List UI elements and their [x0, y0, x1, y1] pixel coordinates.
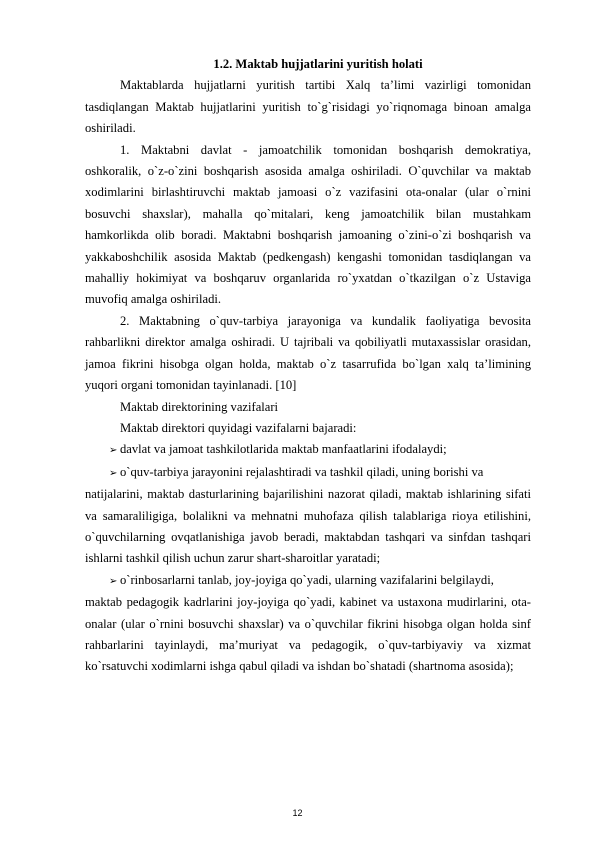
list-item	[85, 570, 531, 678]
list-item-text: o`rinbosarlarni tanlab, joy-joyiga qo`yadi, ularning vazifalarini belgilaydi,	[120, 572, 494, 587]
list-item-continuation: maktab pedagogik kadrlarini joy-joyiga qo`yadi, kabinet va ustaxona mudirlarini, ota-onalar (ular o`rnini bosuvchi shaxslar) va o`quvchilar fikrini hisobga olgan holda sinf rahbarlarini tayinlaydi, ma’muriyat va pedagogik, o`quv-tarbiyaviy va xizmat ko`rsatuvchi xodimlarni ishga qabul qiladi va ishdan bo`shatadi (shartnoma asosida);	[85, 595, 531, 674]
paragraph-1: 1. Maktabni davlat - jamoatchilik tomonidan boshqarish demokratiya, oshkoralik, o`z-o`zini boshqarish asosida amalga oshiriladi. O`quvchilar va maktab xodimlarini birlashtiruvchi maktab jamoasi o`z vazifasini ota-onalar (ular o`rnini bosuvchi shaxslar), mahalla qo`mitalari, keng jamoatchilik bilan mustahkam hamkorlikda olib boradi. Maktabni boshqarish jamoaning o`zini-o`zi boshqarish va yakkaboshchilik asosida Maktab (pedkengash) kengashi tomonidan tasdiqlangan va mahalliy hokimiyat va boshqaruv organlarida ro`yxatdan o`tkazilgan o`z Ustaviga muvofiq amalga oshiriladi.	[85, 142, 531, 307]
list-item	[85, 439, 531, 461]
duties-intro: Maktab direktori quyidagi vazifalarni bajaradi:	[120, 420, 357, 435]
duties-list	[85, 439, 531, 677]
arrow-right-icon: ➢	[109, 467, 118, 479]
list-item-text: davlat va jamoat tashkilotlarida maktab manfaatlarini ifodalaydi;	[120, 442, 447, 457]
section-title: 1.2. Maktab hujjatlarini yuritish holati	[213, 57, 423, 71]
list-item	[85, 462, 531, 570]
list-item-text: o`quv-tarbiya jarayonini rejalashtiradi va tashkil qiladi, uning borishi va	[120, 464, 484, 479]
duties-heading: Maktab direktorining vazifalari	[120, 399, 279, 414]
list-item-continuation: natijalarini, maktab dasturlarining bajarilishini nazorat qiladi, maktab ishlarining sifati va samaraliligiga, bolalikni va mehnatni muhofaza qilish talablariga rioya etilishini, o`quvchilarning ovqatlanishiga javob beradi, maktabdan tashqari va sinfdan tashqari ishlarni tashkil qilish uchun zarur shart-sharoitlar yaratadi;	[85, 487, 531, 566]
document-body	[85, 54, 531, 678]
arrow-right-icon: ➢	[109, 575, 118, 587]
page-number: 12	[292, 808, 303, 818]
arrow-right-icon: ➢	[109, 445, 118, 457]
paragraph-2: 2. Maktabning o`quv-tarbiya jarayoniga va kundalik faoliyatiga bevosita rahbarlikni direktor amalga oshiradi. U tajribali va qobiliyatli mutaxassislar orasidan, jamoa fikrini hisobga olgan holda, maktab o`z tasarrufida bo`lgan xalq ta’limining yuqori organi tomonidan tayinlanadi. [10]	[85, 313, 531, 393]
intro-paragraph: Maktablarda hujjatlarni yuritish tartibi Xalq ta’limi vazirligi tomonidan tasdiqlangan Maktab hujjatlarini yuritish to`g`risidagi yo`riqnomaga binoan amalga oshiriladi.	[85, 78, 531, 136]
